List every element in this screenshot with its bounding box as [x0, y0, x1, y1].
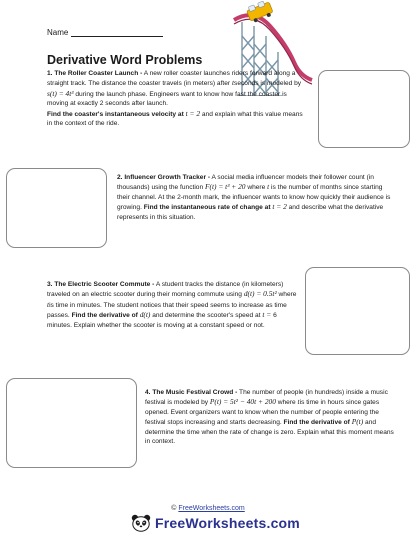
problem-3-title: 3. The Electric Scooter Commute -: [47, 281, 155, 288]
problem-1-text-d: and explain what this value means in the context of the ride.: [47, 110, 303, 128]
problem-3-var: t: [47, 299, 50, 309]
answer-box-2[interactable]: [6, 168, 107, 248]
problem-2-title: 2. Influencer Growth Tracker -: [117, 174, 211, 181]
problem-2-formula: F(t) = t³ + 20: [204, 182, 246, 192]
problem-4-title: 4. The Music Festival Crowd -: [145, 389, 238, 396]
problem-3-text-d: and determine the scooter's speed at: [150, 312, 263, 320]
problem-1-value: t = 2: [185, 108, 201, 118]
footer-logo[interactable]: [131, 514, 300, 532]
problem-1-formula: s(t) = 4t³: [47, 88, 74, 98]
problem-4-text-b: where: [275, 399, 298, 407]
problem-3-text-c: is time in minutes. The student notices that their speed seems to increase as time passes.: [47, 301, 287, 320]
answer-box-3[interactable]: [305, 267, 410, 355]
problem-3-formula: d(t) = 0.5t²: [243, 289, 277, 299]
copyright-symbol: ©: [171, 505, 177, 512]
problem-1-text-b: seconds is modeled by: [234, 80, 302, 88]
problem-4-text-d: and determine the time when the rate of change is zero. Explain what this moment means in context.: [145, 419, 394, 446]
name-label: Name: [47, 28, 69, 37]
problem-2-text-b: where: [245, 184, 268, 192]
logo-text: FreeWorksheets.com: [155, 515, 300, 531]
problem-2-text-a: A social media influencer models their follower count (in thousands) using the function: [117, 174, 374, 192]
problem-4-function: P(t): [351, 417, 364, 427]
panda-icon: [131, 514, 151, 532]
problem-2-text-c: is the number of months since starting their channel. At the 2-month mark, the influencer wants to know how quickly their audience is growing.: [117, 184, 391, 212]
problem-4: [145, 388, 397, 446]
problem-3-question: Find the derivative of: [71, 312, 140, 320]
page-title: Derivative Word Problems: [47, 53, 203, 67]
problem-4-question: Find the derivative of: [283, 419, 352, 427]
problem-2: [117, 173, 391, 222]
name-row: [47, 28, 163, 37]
answer-box-1[interactable]: [318, 70, 410, 148]
footer-site-link[interactable]: FreeWorksheets.com: [178, 505, 245, 512]
problem-1-title: 1. The Roller Coaster Launch -: [47, 70, 143, 77]
answer-box-4[interactable]: [6, 378, 137, 468]
name-input-line[interactable]: [71, 28, 163, 37]
problem-4-formula: P(t) = 5t² − 40t + 200: [209, 397, 276, 407]
problem-1-var: t: [231, 78, 235, 88]
problem-3-text-a: A student tracks the distance (in kilometers) traveled on an electric scooter during their morning commute using: [47, 281, 284, 299]
problem-3-value: t =: [262, 310, 272, 320]
problem-4-text-c: is time in hours since gates opened. Event organizers want to know when the number of people entering the festival stops increasing and starts decreasing.: [145, 399, 380, 427]
problem-3: [47, 280, 297, 330]
problem-2-text-d: and describe what the derivative represents in this situation.: [117, 204, 384, 221]
problem-3-function: d(t): [139, 310, 151, 320]
problem-1-text-a: A new roller coaster launches riders forward along a straight track. The distance the coaster travels (in meters) after: [47, 70, 296, 88]
footer-site: [0, 505, 416, 512]
problem-1: [47, 69, 309, 128]
problem-2-var: t: [267, 182, 270, 192]
problem-3-text-e: 6 minutes. Explain whether the scooter is moving at a constant speed or not.: [47, 312, 277, 329]
problem-2-value: t = 2: [272, 202, 287, 212]
problem-4-var: t: [297, 397, 300, 407]
problem-1-question: Find the coaster's instantaneous velocity at: [47, 110, 186, 118]
problem-2-question: Find the instantaneous rate of change at: [143, 204, 273, 212]
problem-3-text-b: where: [276, 291, 297, 299]
problem-1-text-c: during the launch phase. Engineers want to know how fast the coaster is moving at exactly 2 seconds after launch.: [47, 90, 287, 108]
problem-4-text-a: The number of people (in hundreds) inside a music festival is modeled by: [145, 389, 388, 407]
